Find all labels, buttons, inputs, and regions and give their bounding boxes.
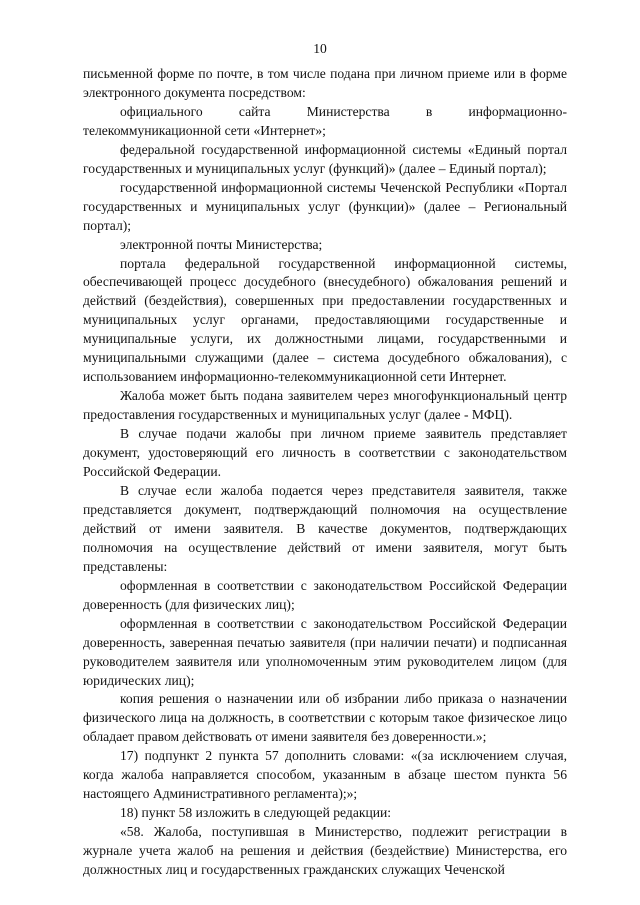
paragraph-personal-reception: В случае подачи жалобы при личном приеме заявитель представляет документ, удостоверяющий его личность в соответствии с законодательством Российской Федерации. (83, 426, 567, 480)
list-item-appointment-copy: копия решения о назначении или об избрании либо приказа о назначении физического лица на должность, в соответствии с которым такое физическое лицо обладает правом действовать от имени заявителя без доверенности.»; (83, 691, 567, 745)
paragraph-mfc: Жалоба может быть подана заявителем через многофункциональный центр предоставления государственных и муниципальных услуг (далее - МФЦ). (83, 388, 567, 423)
amendment-item-17: 17) подпункт 2 пункта 57 дополнить словами: «(за исключением случая, когда жалоба направляется способом, указанным в абзаце шестом пункта 56 настоящего Административного регламента);»; (83, 748, 567, 802)
list-item-unified-portal: федеральной государственной информационной системы «Единый портал государственных и муниципальных услуг (функций)» (далее – Единый портал); (83, 141, 567, 176)
list-item-email: электронной почты Министерства; (120, 236, 323, 252)
clause-58: «58. Жалоба, поступившая в Министерство, подлежит регистрации в журнале учета жалоб на решения и действия (бездействие) Министерства, его должностных лиц и государственных гражданских служащих Чеченской (83, 824, 567, 878)
page-number: 10 (313, 41, 327, 56)
document-body (83, 65, 567, 880)
list-item-regional-portal: государственной информационной системы Чеченской Республики «Портал государственных и муниципальных услуг (функции)» (далее – Региональный портал); (83, 179, 567, 233)
list-item-official-site: официального сайта Министерства в информационно-телекоммуникационной сети «Интернет»; (83, 103, 567, 138)
paragraph-representative: В случае если жалоба подается через представителя заявителя, также представляется документ, подтверждающий полномочия на осуществление действий от имени заявителя. В качестве документов, подтверждающих полномочия на осуществление действий от имени заявителя, могут быть представлены: (83, 482, 567, 574)
list-item-individual-proxy: оформленная в соответствии с законодательством Российской Федерации доверенность (для физических лиц); (83, 577, 567, 612)
list-item-pretrial-system: портала федеральной государственной информационной системы, обеспечивающей процесс досудебного (внесудебного) обжалования решений и действий (бездействия), совершенных при предоставлении государственных и муниципальных услуг органами, предоставляющими государственные и муниципальные услуги, их должностными лицами, государственными и муниципальными служащими (далее – система досудебного обжалования), с использованием информационно-телекоммуникационной сети Интернет. (83, 255, 567, 385)
list-item-legal-proxy: оформленная в соответствии с законодательством Российской Федерации доверенность, заверенная печатью заявителя (при наличии печати) и подписанная руководителем заявителя или уполномоченным этим руководителем лицом (для юридических лиц); (83, 615, 567, 688)
paragraph-continuation: письменной форме по почте, в том числе подана при личном приеме или в форме электронного документа посредством: (83, 66, 567, 100)
amendment-item-18: 18) пункт 58 изложить в следующей редакции: (120, 805, 392, 821)
